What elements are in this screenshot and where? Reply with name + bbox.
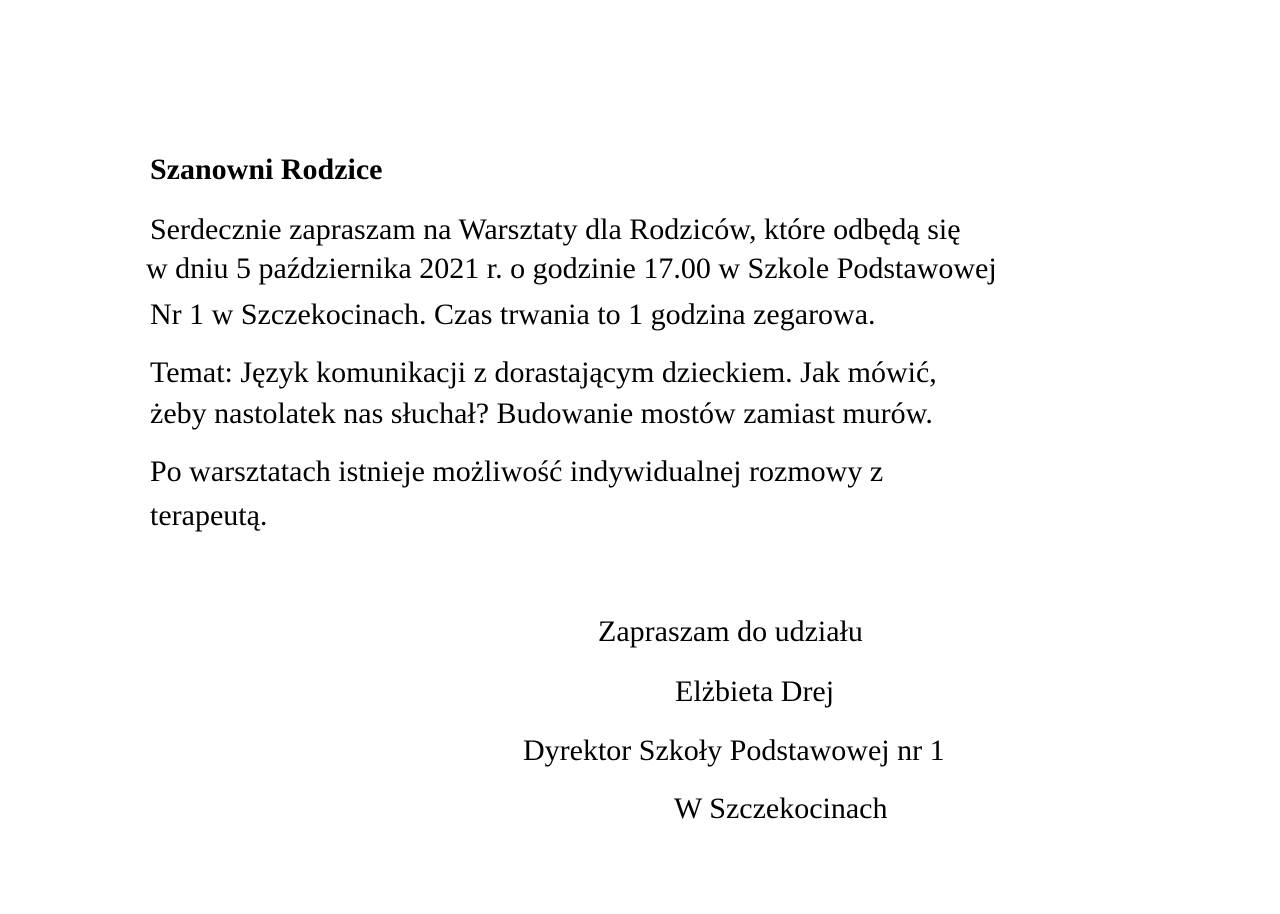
signature-role: Dyrektor Szkoły Podstawowej nr 1: [523, 734, 945, 767]
paragraph-topic-line-2: żeby nastolatek nas słuchał? Budowanie mostów zamiast murów.: [150, 397, 933, 430]
paragraph-consultation-line-2: terapeutą.: [150, 499, 268, 532]
paragraph-consultation-line-1: Po warsztatach istnieje możliwość indywidualnej rozmowy z: [150, 455, 884, 488]
signature-name: Elżbieta Drej: [675, 675, 835, 708]
paragraph-invitation-line-3: Nr 1 w Szczekocinach. Czas trwania to 1 godzina zegarowa.: [150, 298, 876, 331]
paragraph-invitation-line-1: Serdecznie zapraszam na Warsztaty dla Rodziców, które odbędą się: [150, 213, 961, 246]
signature-place: W Szczekocinach: [674, 792, 888, 825]
salutation: Szanowni Rodzice: [150, 153, 383, 186]
signature-invitation: Zapraszam do udziału: [598, 615, 863, 648]
paragraph-topic-line-1: Temat: Język komunikacji z dorastającym dzieckiem. Jak mówić,: [150, 356, 937, 389]
paragraph-invitation-line-2: w dniu 5 października 2021 r. o godzinie 17.00 w Szkole Podstawowej: [146, 252, 997, 285]
